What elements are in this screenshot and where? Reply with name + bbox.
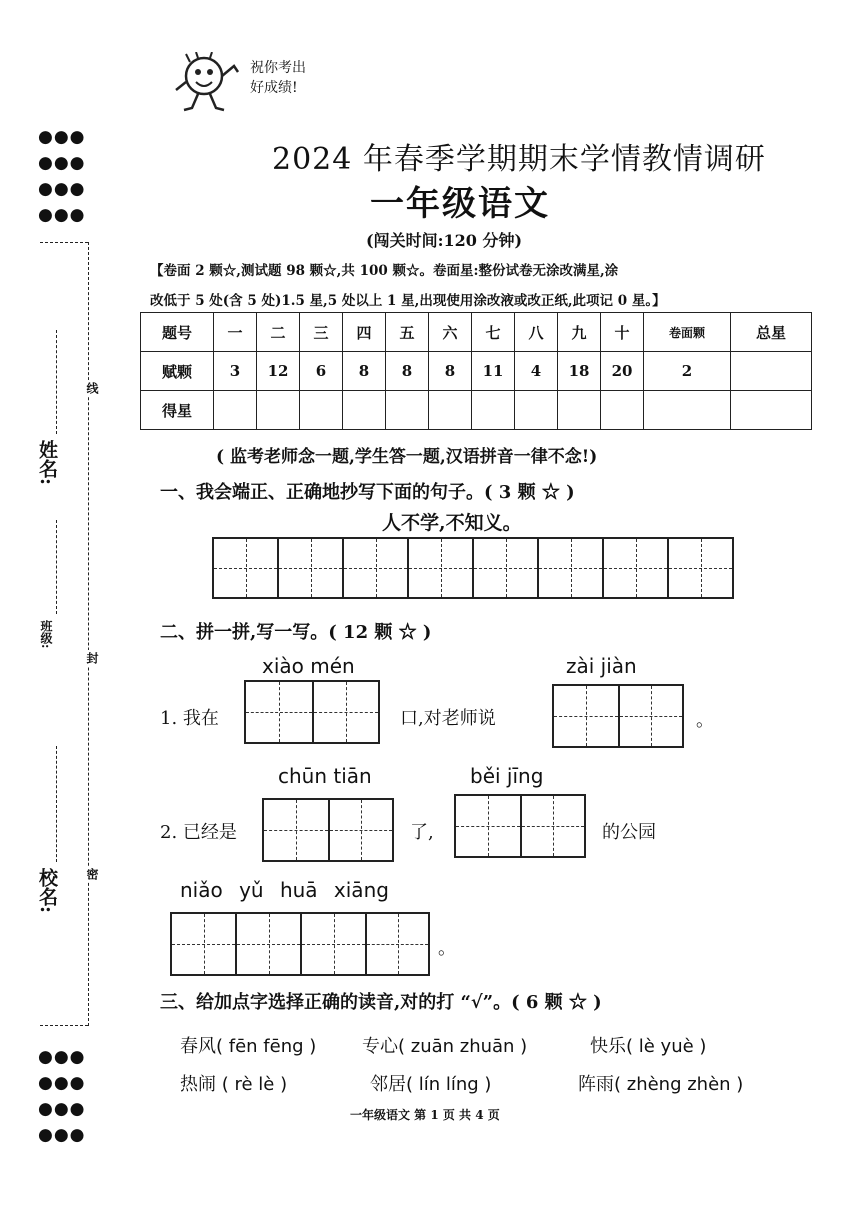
writing-cell[interactable]: [344, 539, 409, 597]
q3-choice-6[interactable]: 阵雨( zhèng zhèn ): [578, 1074, 744, 1095]
table-cell: 20: [601, 352, 644, 391]
table-cell: 8: [343, 352, 386, 391]
table-cell: 十: [601, 313, 644, 352]
school-name-field[interactable]: [56, 746, 57, 862]
score-input-cell[interactable]: [257, 391, 300, 430]
q3-choice-4[interactable]: 热闹 ( rè lè ): [180, 1074, 288, 1095]
table-cell: 总星: [731, 313, 812, 352]
score-table-value-row: [141, 352, 812, 391]
table-cell: 2: [644, 352, 731, 391]
writing-cell[interactable]: [246, 682, 314, 742]
school-name-label: 校名:: [36, 868, 58, 914]
score-input-cell[interactable]: [343, 391, 386, 430]
exam-subject: 一年级语文: [370, 184, 550, 224]
rules-line-1: 【卷面 2 颗☆,测试题 98 颗☆,共 100 颗☆。卷面星:整份试卷无涂改满星,涂: [150, 263, 619, 279]
scoring-rules: [150, 256, 666, 316]
table-cell: 3: [214, 352, 257, 391]
table-cell: [731, 352, 812, 391]
class-field[interactable]: [56, 520, 57, 614]
q2-item1-grid-2[interactable]: [552, 684, 684, 748]
q2-item2-pinyin-1: chūn tiān: [278, 764, 372, 788]
table-cell: 8: [429, 352, 472, 391]
binding-dots-top: [38, 124, 86, 228]
score-input-cell[interactable]: [214, 391, 257, 430]
q2-item2-prefix: 2. 已经是: [160, 822, 237, 843]
exam-duration: (闯关时间:120 分钟): [366, 231, 523, 250]
q2-item2-grid-2[interactable]: [454, 794, 586, 858]
writing-cell[interactable]: [279, 539, 344, 597]
proctor-notice: ( 监考老师念一题,学生答一题,汉语拼音一律不念!): [216, 447, 598, 467]
table-cell: 4: [515, 352, 558, 391]
q2-item2-pinyin-2: běi jīng: [470, 764, 544, 788]
table-cell: 赋颗: [141, 352, 214, 391]
table-cell: 四: [343, 313, 386, 352]
dots-row: ●●●: [38, 1125, 86, 1145]
table-cell: 三: [300, 313, 343, 352]
writing-cell[interactable]: [172, 914, 237, 974]
table-cell: 卷面颗: [644, 313, 731, 352]
mascot-greeting: [250, 58, 306, 98]
table-cell: 九: [558, 313, 601, 352]
writing-cell[interactable]: [456, 796, 522, 856]
q2-item1-end: 。: [696, 710, 714, 731]
score-table-earned-row: [141, 391, 812, 430]
q3-title: 三、给加点字选择正确的读音,对的打 “√”。( 6 颗 ☆ ): [160, 992, 602, 1013]
table-cell: 8: [386, 352, 429, 391]
q1-title: 一、我会端正、正确地抄写下面的句子。( 3 颗 ☆ ): [160, 482, 575, 503]
writing-cell[interactable]: [539, 539, 604, 597]
writing-cell[interactable]: [409, 539, 474, 597]
q2-item1-pinyin-1: xiào mén: [262, 654, 355, 678]
q3-choice-2[interactable]: 专心( zuān zhuān ): [362, 1036, 528, 1057]
dots-row: ●●●: [38, 179, 86, 199]
table-cell: 七: [472, 313, 515, 352]
exam-title: 2024 年春季学期期末学情教情调研: [272, 142, 766, 177]
writing-cell[interactable]: [474, 539, 539, 597]
student-name-field[interactable]: [56, 330, 57, 434]
dots-row: ●●●: [38, 205, 86, 225]
writing-cell[interactable]: [669, 539, 732, 597]
writing-cell[interactable]: [554, 686, 620, 746]
score-input-cell[interactable]: [601, 391, 644, 430]
q1-writing-grid[interactable]: [212, 537, 734, 599]
score-input-cell[interactable]: [731, 391, 812, 430]
score-input-cell[interactable]: [515, 391, 558, 430]
q2-item2-grid-1[interactable]: [262, 798, 394, 862]
score-input-cell[interactable]: [558, 391, 601, 430]
binding-line-bottom: [40, 1025, 88, 1026]
binding-label-line: 线: [85, 382, 99, 394]
writing-cell[interactable]: [214, 539, 279, 597]
mascot-line-2: 好成绩!: [250, 80, 298, 96]
q2-item3-pinyin: niǎo yǔ huā xiāng: [180, 878, 389, 902]
table-cell: 题号: [141, 313, 214, 352]
score-input-cell[interactable]: [429, 391, 472, 430]
q3-choice-1[interactable]: 春风( fēn fēng ): [180, 1036, 317, 1057]
q2-item1-prefix: 1. 我在: [160, 708, 219, 729]
writing-cell[interactable]: [367, 914, 428, 974]
writing-cell[interactable]: [237, 914, 302, 974]
score-table: [140, 312, 812, 430]
writing-cell[interactable]: [522, 796, 584, 856]
table-cell: 六: [429, 313, 472, 352]
binding-line-top: [40, 242, 88, 243]
q2-item2-end: 的公园: [602, 822, 656, 843]
dots-row: ●●●: [38, 127, 86, 147]
q2-item2-middle: 了,: [410, 822, 434, 843]
score-input-cell[interactable]: [300, 391, 343, 430]
dots-row: ●●●: [38, 1047, 86, 1067]
table-cell: 18: [558, 352, 601, 391]
table-cell: 12: [257, 352, 300, 391]
binding-label-seal: 封: [85, 652, 99, 664]
writing-cell[interactable]: [620, 686, 682, 746]
q2-item1-pinyin-2: zài jiàn: [566, 654, 637, 678]
table-cell: 得星: [141, 391, 214, 430]
dots-row: ●●●: [38, 1099, 86, 1119]
q2-item1-grid-1[interactable]: [244, 680, 380, 744]
page-footer: 一年级语文 第 1 页 共 4 页: [350, 1108, 500, 1122]
class-label: 班级:: [39, 620, 53, 649]
q1-sentence: 人不学,不知义。: [382, 512, 522, 534]
writing-cell[interactable]: [330, 800, 392, 860]
rules-line-2: 改低于 5 处(含 5 处)1.5 星,5 处以上 1 星,出现使用涂改液或改正纸,此项记 0 星。】: [150, 293, 666, 309]
table-cell: 五: [386, 313, 429, 352]
writing-cell[interactable]: [314, 682, 378, 742]
table-cell: 八: [515, 313, 558, 352]
q3-choice-5[interactable]: 邻居( lín líng ): [370, 1074, 492, 1095]
q2-item3-grid[interactable]: [170, 912, 430, 976]
table-cell: 11: [472, 352, 515, 391]
q2-item3-end: 。: [438, 938, 456, 959]
table-cell: 6: [300, 352, 343, 391]
mascot-logo: [172, 52, 244, 114]
mascot-line-1: 祝你考出: [250, 60, 306, 76]
dots-row: ●●●: [38, 1073, 86, 1093]
score-input-cell[interactable]: [472, 391, 515, 430]
writing-cell[interactable]: [302, 914, 367, 974]
student-name-label: 姓名:: [36, 440, 58, 486]
table-cell: 二: [257, 313, 300, 352]
binding-label-secret: 密: [85, 868, 99, 880]
binding-line-vertical: [88, 242, 89, 1026]
q3-choice-3[interactable]: 快乐( lè yuè ): [590, 1036, 707, 1057]
q2-item1-middle: 口,对老师说: [400, 708, 496, 729]
q2-title: 二、拼一拼,写一写。( 12 颗 ☆ ): [160, 622, 432, 643]
score-input-cell[interactable]: [386, 391, 429, 430]
score-input-cell[interactable]: [644, 391, 731, 430]
writing-cell[interactable]: [264, 800, 330, 860]
binding-dots-bottom: [38, 1044, 86, 1148]
score-table-header-row: [141, 313, 812, 352]
writing-cell[interactable]: [604, 539, 669, 597]
dots-row: ●●●: [38, 153, 86, 173]
table-cell: 一: [214, 313, 257, 352]
